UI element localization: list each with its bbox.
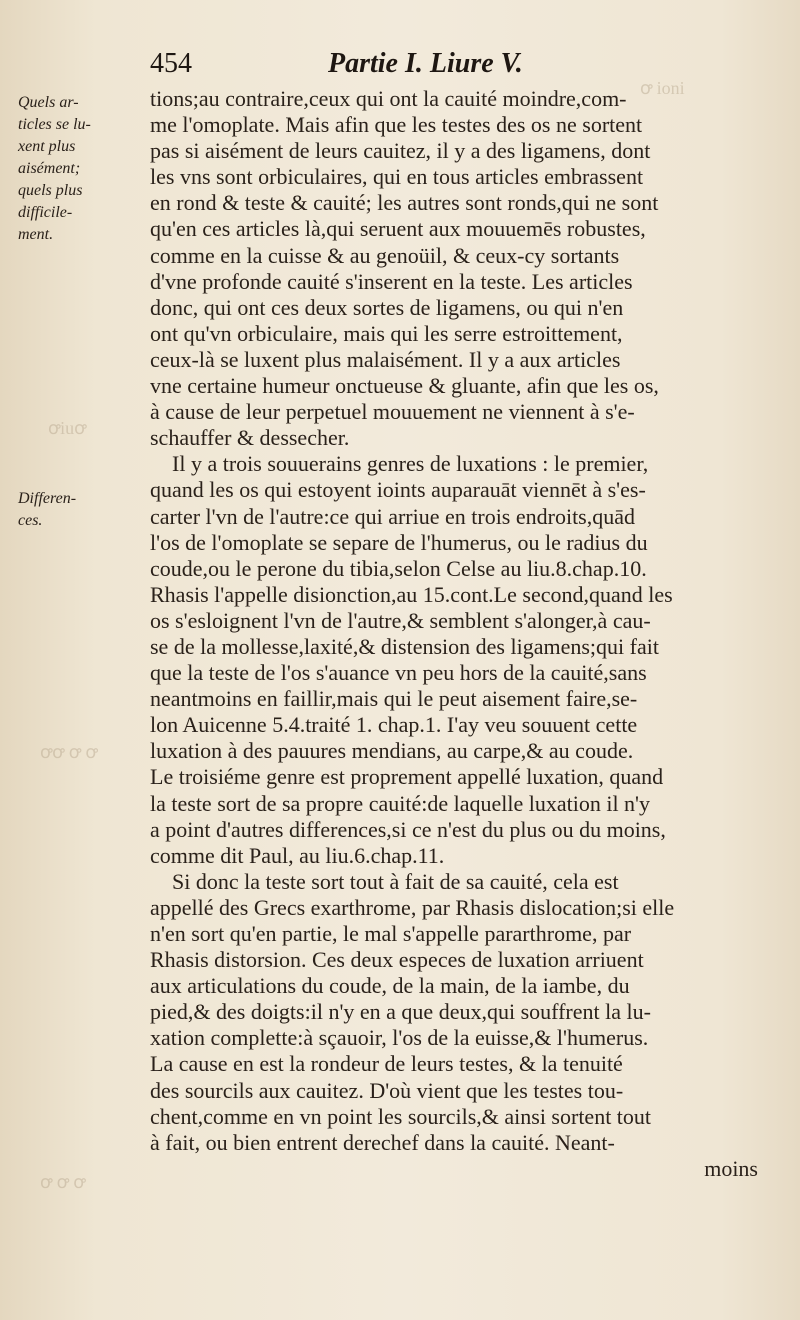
text-line: la teste sort de sa propre cauité:de laquelle luxation il n'y: [150, 790, 651, 816]
text-line: des sourcils aux cauitez. D'où vient que les testes tou-: [150, 1077, 624, 1103]
bleed-through-marks: ꝍꝍ ꝍ ꝍ: [40, 742, 98, 762]
text-line: les vns sont orbiculaires, qui en tous articles embrassent: [150, 164, 644, 190]
text-line: Il y a trois souuerains genres de luxations : le premier,: [172, 451, 649, 477]
text-line: os s'esloignent l'vn de l'autre,& semblent s'alonger,à cau-: [150, 607, 651, 633]
text-line: Si donc la teste sort tout à fait de sa cauité, cela est: [172, 868, 619, 894]
text-line: que la teste de l'os s'auance vn peu hors de la cauité,sans: [150, 660, 647, 686]
margin-note-line: Differen-: [18, 490, 77, 507]
text-line: n'en sort qu'en partie, le mal s'appelle pararthrome, par: [150, 921, 632, 946]
text-line: d'vne profonde cauité s'inserent en la teste. Les articles: [150, 268, 633, 294]
margin-note-line: difficile-: [18, 204, 73, 221]
text-line: aux articulations du coude, de la main, de la iambe, du: [150, 973, 630, 999]
text-line: tions;au contraire,ceux qui ont la cauité moindre,com-: [150, 86, 627, 111]
margin-note-line: aisément;: [18, 160, 81, 177]
text-line: carter l'vn de l'autre:ce qui arriue en trois endroits,quād: [150, 503, 636, 529]
text-line: xation complette:à sçauoir, l'os de la euisse,& l'humerus.: [150, 1025, 649, 1051]
text-line: a point d'autres differences,si ce n'est du plus ou du moins,: [150, 816, 666, 842]
text-line: neantmoins en faillir,mais qui le peut aisement faire,se-: [150, 686, 638, 712]
text-line: coude,ou le perone du tibia,selon Celse au liu.8.chap.10.: [150, 555, 647, 581]
margin-note-line: xent plus: [18, 138, 76, 155]
text-line: pied,& des doigts:il n'y en a que deux,qui souffrent la lu-: [150, 999, 651, 1025]
text-line: luxation à des pauures mendians, au carpe,& au coude.: [150, 738, 634, 764]
text-line: me l'omoplate. Mais afin que les testes des os ne sortent: [150, 112, 643, 138]
text-line: ceux-là se luxent plus malaisément. Il y a aux articles: [150, 346, 621, 372]
text-line: en rond & teste & cauité; les autres sont ronds,qui ne sont: [150, 190, 659, 216]
text-line: pas si aisément de leurs cauitez, il y a des ligamens, dont: [150, 138, 651, 164]
margin-note-line: ticles se lu-: [18, 116, 91, 133]
margin-note-line: ment.: [18, 226, 54, 243]
text-line: lon Auicenne 5.4.traité 1. chap.1. I'ay veu souuent cette: [150, 712, 638, 738]
margin-note-differences: [18, 488, 138, 532]
text-line: qu'en ces articles là,qui seruent aux mouuemēs robustes,: [150, 216, 646, 242]
text-line: chent,comme en vn point les sourcils,& ainsi sortent tout: [150, 1103, 652, 1129]
page-number: 454: [150, 48, 192, 79]
text-line: schauffer & dessecher.: [150, 425, 350, 451]
text-line: Rhasis l'appelle disionction,au 15.cont.Le second,quand les: [150, 581, 673, 607]
text-line: l'os de l'omoplate se separe de l'humerus, ou le radius du: [150, 529, 648, 555]
running-title: Partie I. Liure V.: [328, 48, 523, 79]
text-line: donc, qui ont ces deux sortes de ligamens, ou qui n'en: [150, 294, 624, 320]
bleed-through-marks: ꝍ ꝍ ꝍ: [40, 1172, 86, 1192]
margin-note-quels: [18, 92, 138, 246]
text-line: comme dit Paul, au liu.6.chap.11.: [150, 842, 445, 868]
text-line: ont qu'vn orbiculaire, mais qui les serre estroittement,: [150, 320, 623, 346]
text-line: comme en la cuisse & au genoüil, & ceux-cy sortants: [150, 242, 620, 268]
margin-note-line: Quels ar-: [18, 94, 79, 111]
text-line: quand les os qui estoyent ioints auparauāt viennēt à s'es-: [150, 477, 646, 503]
text-line: vne certaine humeur onctueuse & gluante, afin que les os,: [150, 373, 659, 399]
catchword: moins: [704, 1155, 758, 1181]
body-text: [150, 86, 790, 1182]
margin-note-line: quels plus: [18, 182, 83, 199]
text-line: se de la mollesse,laxité,& distension des ligamens;qui fait: [150, 633, 659, 659]
margin-note-line: ces.: [18, 512, 43, 529]
text-line: à fait, ou bien entrent derechef dans la cauité. Neant-: [150, 1129, 615, 1155]
text-line: à cause de leur perpetuel mouuement ne viennent à s'e-: [150, 399, 635, 425]
text-line: Rhasis distorsion. Ces deux especes de luxation arriuent: [150, 947, 644, 973]
text-line: Le troisiéme genre est proprement appellé luxation, quand: [150, 764, 664, 790]
bleed-through-marks: ꝍiuꝍ: [48, 418, 87, 438]
bleed-through-marks: ꝍ ioni: [640, 78, 685, 98]
page-header: [150, 48, 730, 84]
text-line: appellé des Grecs exarthrome, par Rhasis dislocation;si elle: [150, 894, 675, 920]
text-line: La cause en est la rondeur de leurs testes, & la tenuité: [150, 1051, 623, 1077]
